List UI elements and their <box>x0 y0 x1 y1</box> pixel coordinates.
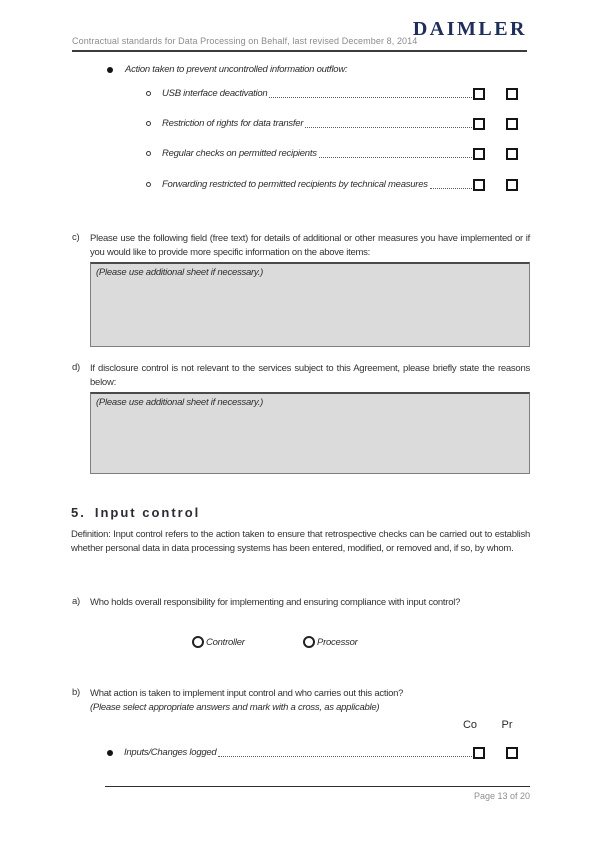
section-definition: Definition: Input control refers to the action taken to ensure that retrospective checks can be carried out to establish whether personal data in data processing systems has been entered, modified, or removed and, if so, by whom. <box>71 529 530 554</box>
checkbox-processor[interactable] <box>506 179 518 191</box>
free-text-area-d[interactable] <box>90 392 530 474</box>
check-item-label: Forwarding restricted to permitted recipients by technical measures <box>162 179 428 190</box>
option-processor-label: Processor <box>317 636 358 648</box>
section-number: 5. <box>71 505 86 520</box>
item-c <box>72 232 530 347</box>
column-header-processor: Pr <box>501 719 513 731</box>
option-processor[interactable] <box>303 636 358 648</box>
checkbox-controller[interactable] <box>473 747 485 759</box>
header-divider <box>72 50 527 52</box>
circle-bullet-icon <box>146 121 151 126</box>
free-text-area-c[interactable] <box>90 262 530 347</box>
dotted-leader <box>319 157 472 158</box>
check-item-label: USB interface deactivation <box>162 88 268 99</box>
check-item-label: Restriction of rights for data transfer <box>162 118 304 129</box>
daimler-logo: DAIMLER <box>412 18 527 40</box>
checkbox-controller[interactable] <box>473 88 485 100</box>
check-item-label: Regular checks on permitted recipients <box>162 148 317 159</box>
page-number: Page 13 of 20 <box>473 791 530 801</box>
check-row-regular-checks <box>146 145 518 162</box>
item-b <box>72 687 530 713</box>
radio-processor-icon[interactable] <box>303 636 315 648</box>
item-a-letter: a) <box>72 596 80 607</box>
circle-bullet-icon <box>146 151 151 156</box>
checkbox-processor[interactable] <box>506 118 518 130</box>
dotted-leader <box>305 127 472 128</box>
item-a-question: Who holds overall responsibility for implementing and ensuring compliance with input control? <box>90 597 461 608</box>
dotted-leader <box>269 97 472 98</box>
item-b-question: What action is taken to implement input control and who carries out this action? <box>90 688 404 699</box>
section-input-control <box>71 505 530 556</box>
dotted-leader <box>430 188 472 189</box>
item-c-text: Please use the following field (free text) for details of additional or other measures you have implemented or if you would like to provide more specific information on the above items: <box>90 233 530 258</box>
bullet-icon <box>107 750 113 756</box>
footer-divider <box>105 786 530 787</box>
check-item-label: Inputs/Changes logged <box>124 747 217 758</box>
check-row-inputs-changes-logged <box>107 744 518 761</box>
item-d-letter: d) <box>72 362 80 373</box>
radio-controller-icon[interactable] <box>192 636 204 648</box>
circle-bullet-icon <box>146 91 151 96</box>
item-d <box>72 362 530 474</box>
section-title: Input control <box>94 505 201 520</box>
option-controller[interactable] <box>192 636 245 648</box>
free-text-placeholder: (Please use additional sheet if necessary.) <box>96 267 264 278</box>
bullet-icon <box>107 67 113 73</box>
action-bullet-row <box>107 64 347 75</box>
check-row-rights-restriction <box>146 115 518 132</box>
document-header-title: Contractual standards for Data Processing on Behalf, last revised December 8, 2014 <box>72 36 418 46</box>
circle-bullet-icon <box>146 182 151 187</box>
checkbox-controller[interactable] <box>473 179 485 191</box>
action-bullet-label: Action taken to prevent uncontrolled information outflow: <box>125 64 348 75</box>
item-d-text: If disclosure control is not relevant to the services subject to this Agreement, please briefly state the reasons below: <box>90 363 530 388</box>
dotted-leader <box>218 756 472 757</box>
checkbox-processor[interactable] <box>506 88 518 100</box>
checkbox-processor[interactable] <box>506 148 518 160</box>
item-b-note: (Please select appropriate answers and mark with a cross, as applicable) <box>90 702 380 713</box>
option-controller-label: Controller <box>206 636 245 648</box>
item-b-letter: b) <box>72 687 80 698</box>
checkbox-controller[interactable] <box>473 148 485 160</box>
check-row-usb-deactivation <box>146 85 518 102</box>
check-row-forwarding-restricted <box>146 176 518 193</box>
checkbox-controller[interactable] <box>473 118 485 130</box>
section-heading <box>71 505 530 520</box>
column-header-controller: Co <box>462 719 478 731</box>
free-text-placeholder: (Please use additional sheet if necessary.) <box>96 397 264 408</box>
checkbox-processor[interactable] <box>506 747 518 759</box>
item-a <box>72 596 530 610</box>
item-c-letter: c) <box>72 232 80 243</box>
